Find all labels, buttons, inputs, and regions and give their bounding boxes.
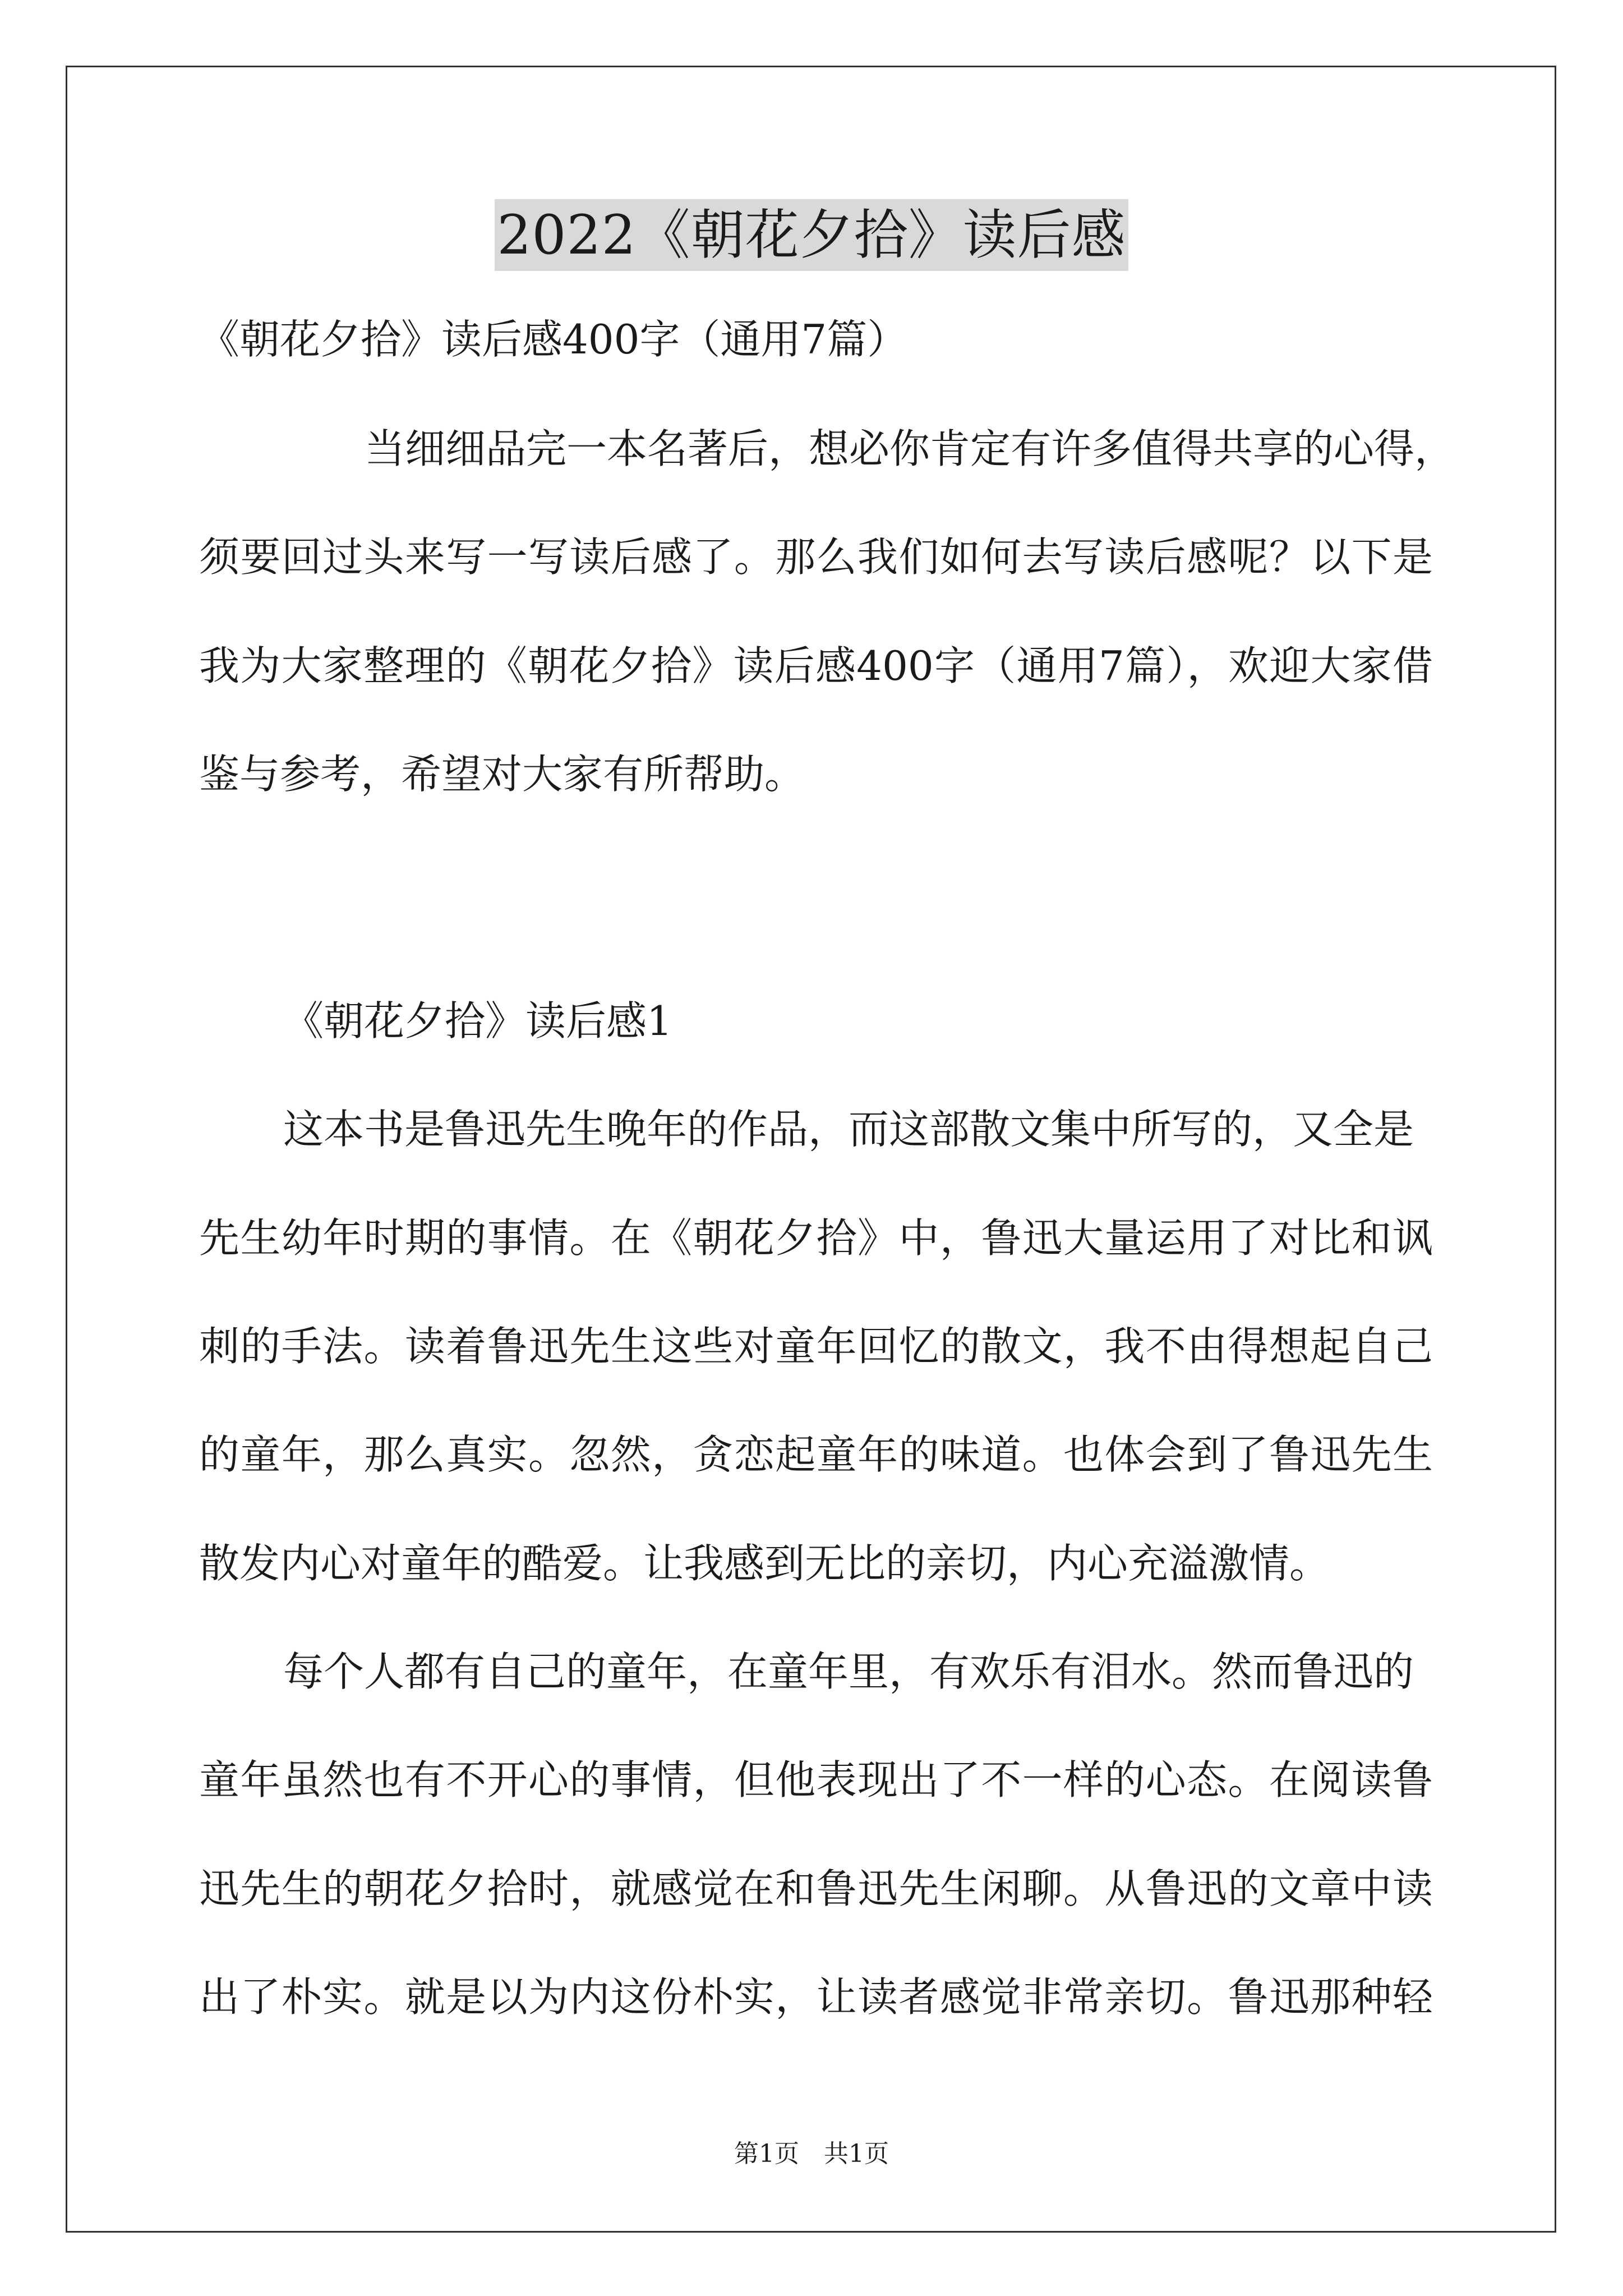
paragraph-line: 每个人都有自己的童年，在童年里，有欢乐有泪水。然而鲁迅的 bbox=[283, 1648, 1414, 1695]
paragraph-line: 的童年，那么真实。忽然，贪恋起童年的味道。也体会到了鲁迅先生 bbox=[199, 1431, 1433, 1478]
paragraph-line: 童年虽然也有不开心的事情，但他表现出了不一样的心态。在阅读鲁 bbox=[199, 1756, 1433, 1803]
intro-line: 须要回过头来写一写读后感了。那么我们如何去写读后感呢？以下是 bbox=[199, 533, 1433, 581]
page-footer: 第1页 共1页 bbox=[734, 2139, 889, 2168]
paragraph-line: 这本书是鲁迅先生晚年的作品，而这部散文集中所写的，又全是 bbox=[283, 1106, 1414, 1153]
intro-line: 我为大家整理的《朝花夕拾》读后感400字（通用7篇），欢迎大家借 bbox=[199, 642, 1433, 689]
title-container bbox=[0, 199, 1623, 271]
paragraph-line: 迅先生的朝花夕拾时，就感觉在和鲁迅先生闲聊。从鲁迅的文章中读 bbox=[199, 1865, 1433, 1912]
intro-line: 当细细品完一本名著后，想必你肯定有许多值得共享的心得， bbox=[365, 425, 1455, 472]
paragraph-line: 先生幼年时期的事情。在《朝花夕拾》中，鲁迅大量运用了对比和讽 bbox=[199, 1214, 1433, 1262]
paragraph-line: 刺的手法。读着鲁迅先生这些对童年回忆的散文，我不由得想起自己 bbox=[199, 1323, 1433, 1370]
document-title: 2022《朝花夕拾》读后感 bbox=[495, 199, 1128, 271]
section-heading: 《朝花夕拾》读后感1 bbox=[283, 997, 672, 1045]
paragraph-line: 散发内心对童年的酷爱。让我感到无比的亲切，内心充溢激情。 bbox=[199, 1540, 1330, 1587]
paragraph-line: 出了朴实。就是以为内这份朴实，让读者感觉非常亲切。鲁迅那种轻 bbox=[199, 1973, 1433, 2021]
intro-line: 鉴与参考，希望对大家有所帮助。 bbox=[199, 751, 805, 798]
document-subtitle: 《朝花夕拾》读后感400字（通用7篇） bbox=[199, 316, 908, 363]
